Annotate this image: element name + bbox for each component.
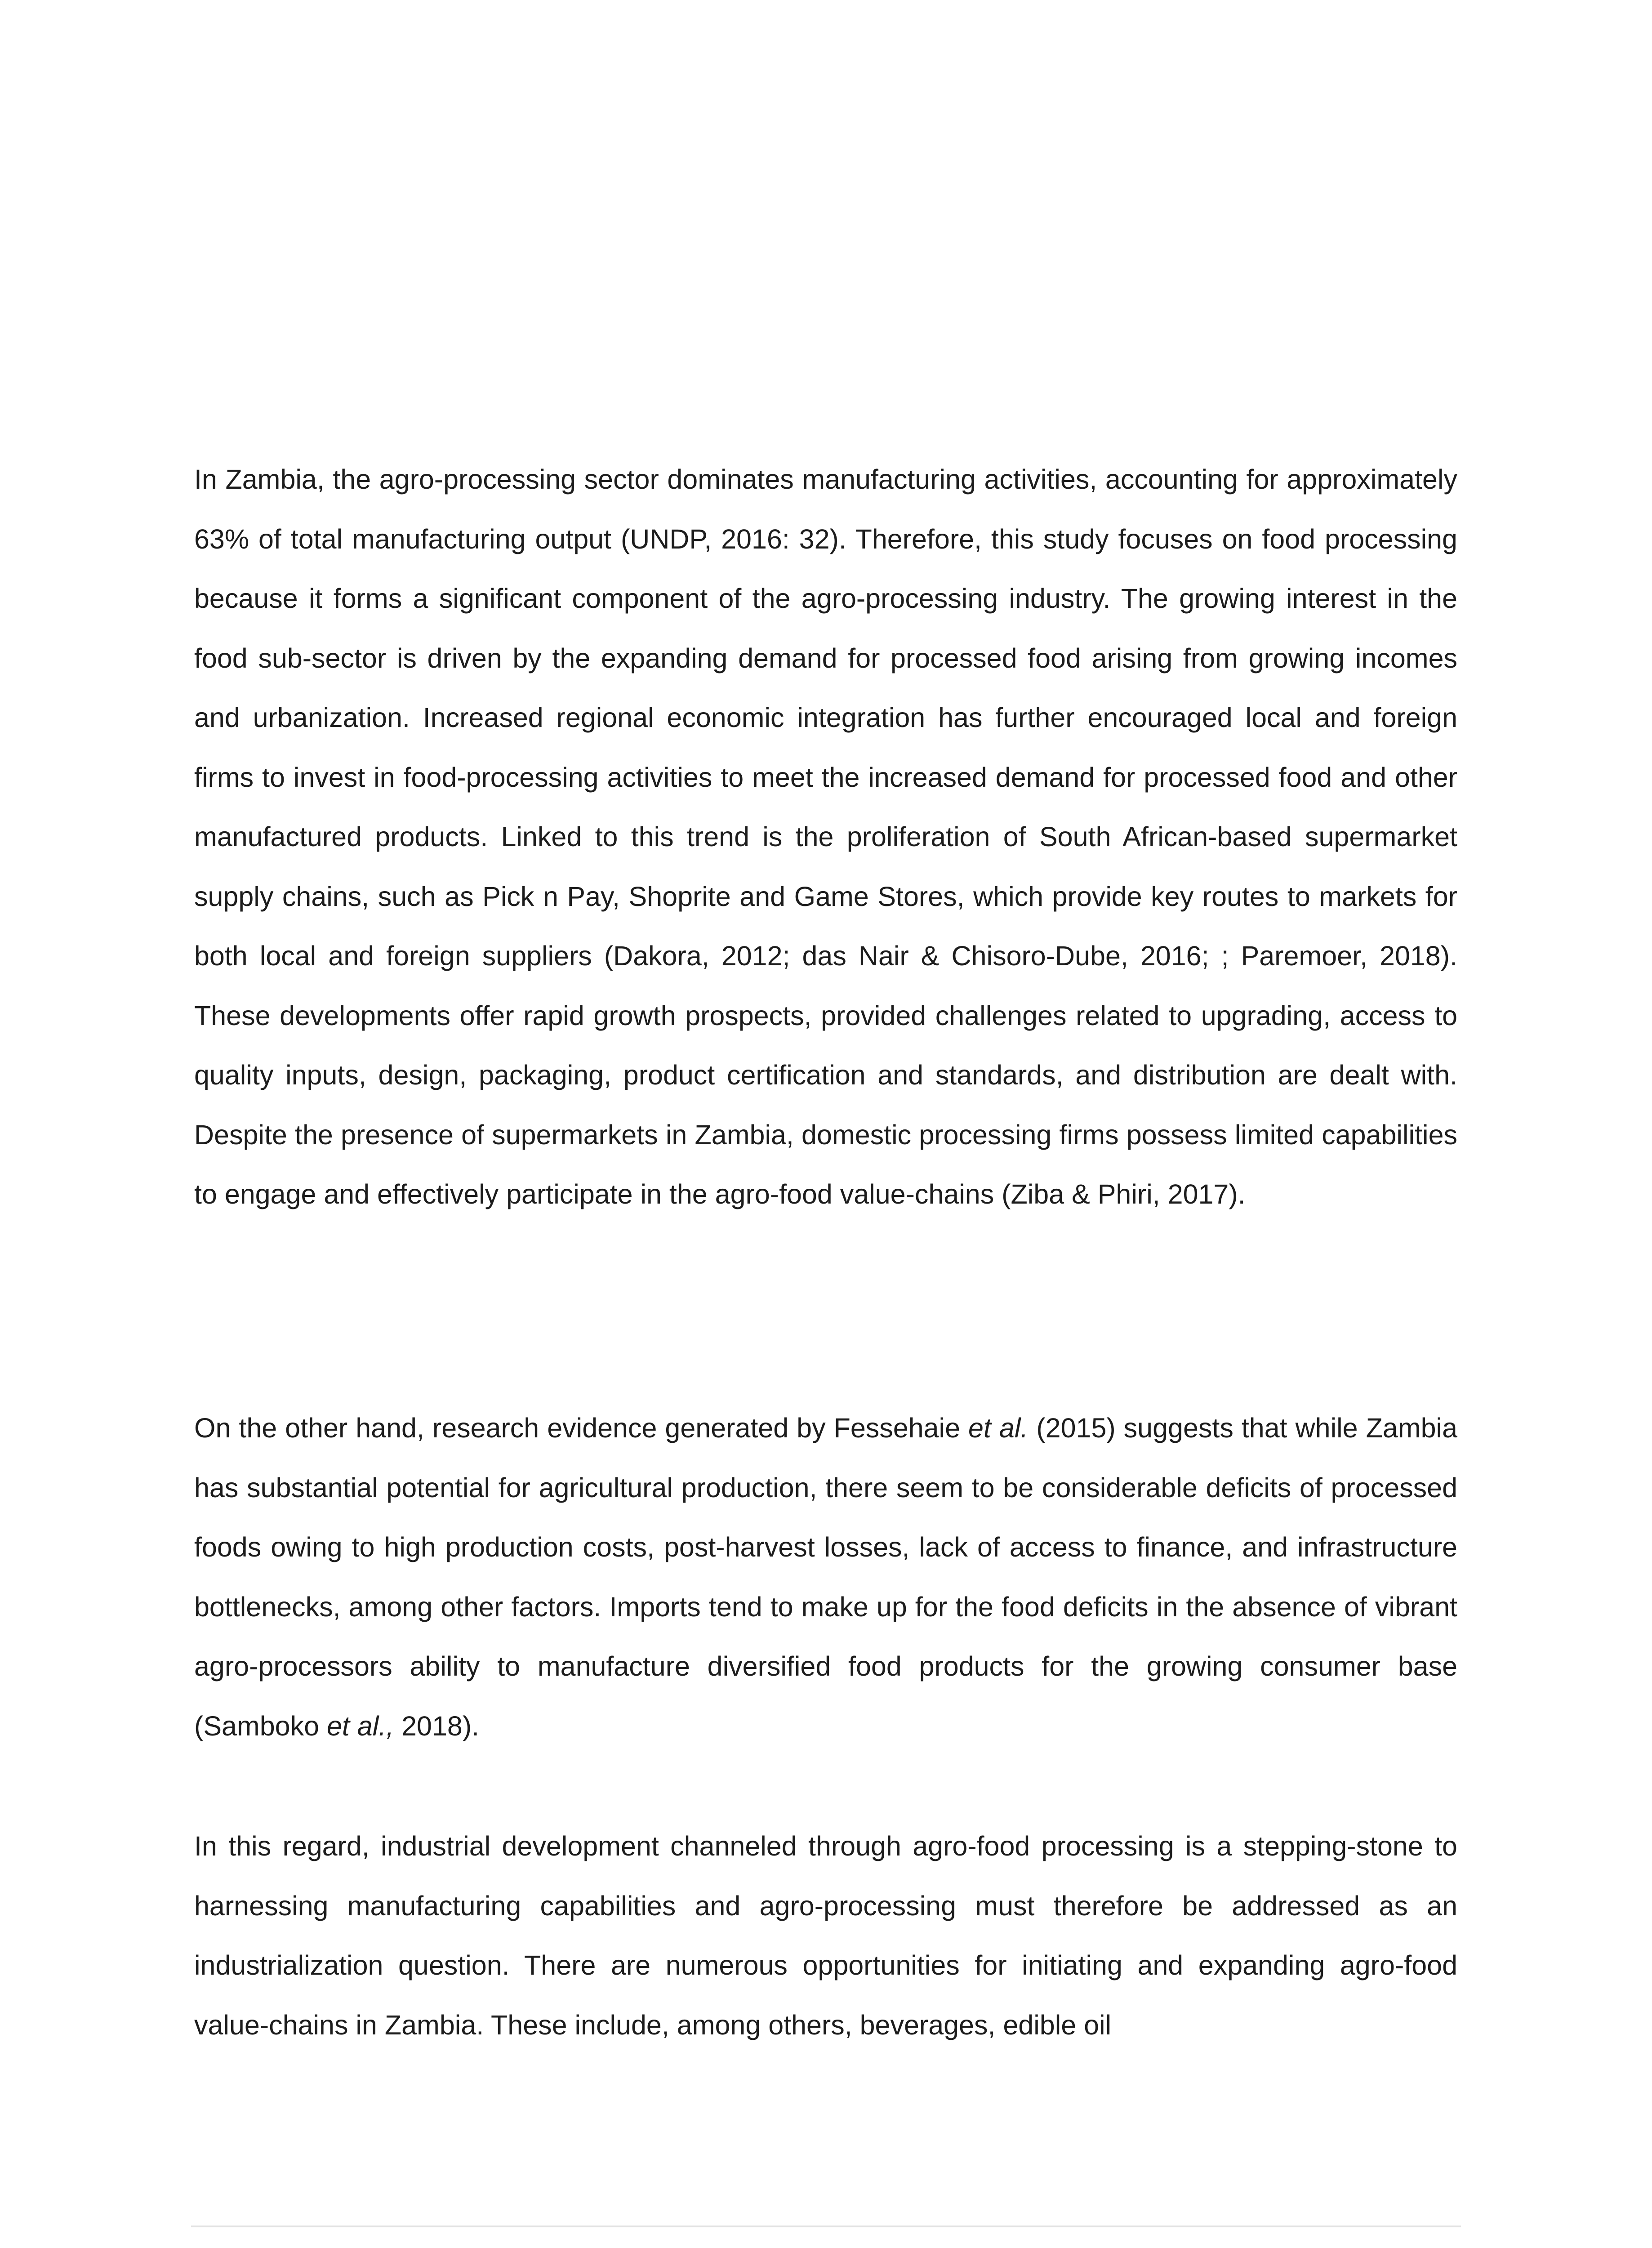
paragraph-text-segment: (2015) suggests that while Zambia has substantial potential for agricultural production, there seem to be considerable deficits of processed foods owing to high production costs, post-harvest losses, lack of access to finance, and infrastructure bottlenecks, among other factors. Imports tend to make up for the food deficits in the absence of vibrant agro-processors ability to manufacture diversified food products for the growing consumer base (Samboko [194,1413,1458,1741]
body-paragraph-2 [194,1398,1457,1756]
body-paragraph-1 [194,450,1457,1224]
paragraph-text: In this regard, industrial development channeled through agro-food processing is a stepping-stone to harnessing manufacturing capabilities and agro-processing must therefore be addressed as an industrialization question. There are numerous opportunities for initiating and expanding agro-food value-chains in Zambia. These include, among others, beverages, edible oil [194,1831,1457,2040]
paragraph-text-segment: 2018). [394,1710,480,1741]
body-paragraph-3 [194,1816,1457,2055]
paragraph-text [194,1398,1457,1756]
paragraph-text: In Zambia, the agro-processing sector dominates manufacturing activities, accounting for approximately 63% of total manufacturing output (UNDP, 2016: 32). Therefore, this study focuses on food processing because it forms a significant component of the agro-processing industry. The growing interest in the food sub-sector is driven by the expanding demand for processed food arising from growing incomes and urbanization. Increased regional economic integration has further encouraged local and foreign firms to invest in food-processing activities to meet the increased demand for processed food and other manufactured products. Linked to this trend is the proliferation of South African-based supermarket supply chains, such as Pick n Pay, Shoprite and Game Stores, which provide key routes to markets for both local and foreign suppliers (Dakora, 2012; das Nair & Chisoro-Dube, 2016; ; Paremoer, 2018). These developments offer rapid growth prospects, provided challenges related to upgrading, access to quality inputs, design, packaging, product certification and standards, and distribution are dealt with. Despite the presence of supermarkets in Zambia, domestic processing firms possess limited capabilities to engage and effectively participate in the agro-food value-chains (Ziba & Phiri, 2017). [194,464,1457,1209]
italic-citation: et al., [326,1710,394,1741]
footer-divider [191,2226,1461,2227]
paragraph-text-segment: On the other hand, research evidence generated by Fessehaie [194,1413,969,1443]
italic-citation: et al. [968,1413,1029,1443]
